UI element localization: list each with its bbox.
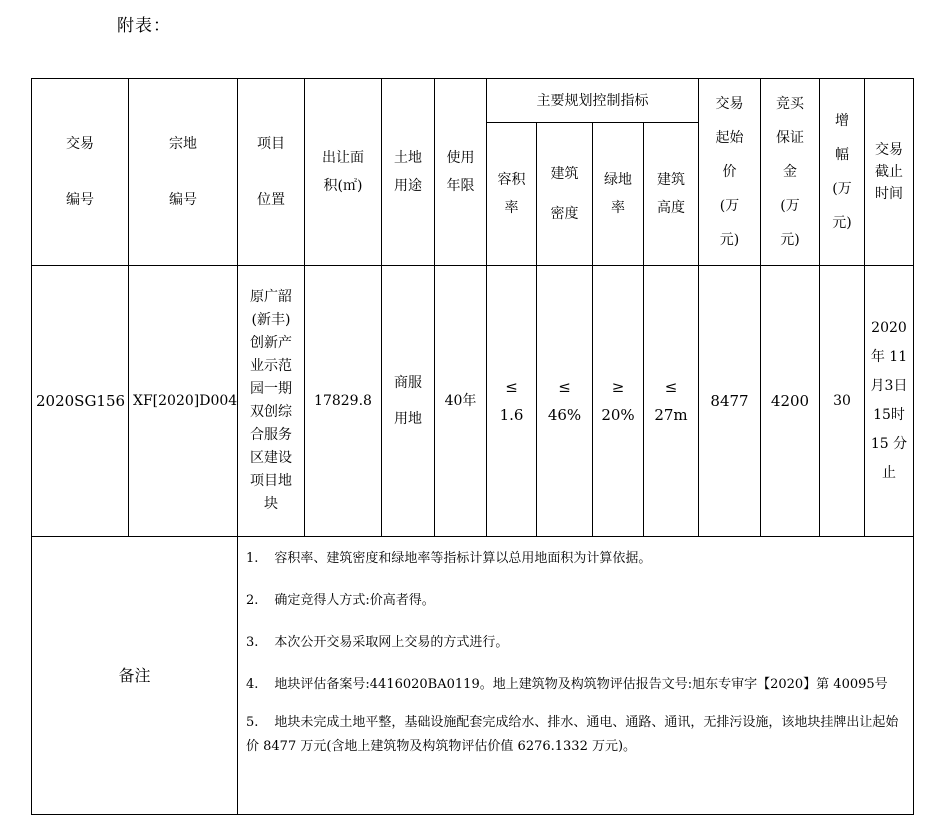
cell-land-use: 商服 用地 [382, 266, 435, 537]
cell-trade-no: 2020SG156 [32, 266, 129, 537]
header-far: 容积 率 [487, 123, 537, 266]
header-trade-no: 交易 编号 [32, 79, 129, 266]
header-planning-group: 主要规划控制指标 [487, 79, 699, 123]
note-item [238, 631, 913, 655]
header-start-price: 交易 起始 价 (万 元) [699, 79, 761, 266]
cell-parcel-no: XF[2020]D004 [129, 266, 238, 537]
header-land-use: 土地 用途 [382, 79, 435, 266]
note-text: 地块未完成土地平整，基础设施配套完成给水、排水、通电、通路、通讯，无排污设施，该地块挂牌出让起始价 8477 万元(含地上建筑物及构筑物评估价值 6276.1332 万元)。 [246, 715, 899, 754]
notes-content [238, 537, 914, 815]
cell-green: ≥ 20% [593, 266, 644, 537]
page-title: 附表： [117, 16, 171, 36]
note-number: 2. [246, 593, 259, 608]
header-height: 建筑 高度 [644, 123, 699, 266]
cell-far: ≤ 1.6 [487, 266, 537, 537]
header-deposit: 竞买 保证 金 (万 元) [761, 79, 820, 266]
header-area: 出让面 积(㎡) [305, 79, 382, 266]
cell-increment: 30 [820, 266, 865, 537]
header-density: 建筑 密度 [537, 123, 593, 266]
header-deadline: 交易 截止 时间 [865, 79, 914, 266]
note-item [238, 711, 913, 759]
cell-start-price: 8477 [699, 266, 761, 537]
note-number: 5. [246, 715, 259, 730]
note-text: 地块评估备案号:4416020BA0119。地上建筑物及构筑物评估报告文号:旭东专审字【2020】第 40095号 [274, 677, 888, 692]
note-number: 3. [246, 635, 259, 650]
header-parcel-no: 宗地 编号 [129, 79, 238, 266]
note-item [238, 547, 913, 571]
header-term: 使用 年限 [435, 79, 487, 266]
land-transaction-table [31, 78, 914, 815]
note-item [238, 589, 913, 613]
cell-density: ≤ 46% [537, 266, 593, 537]
note-item [238, 673, 913, 697]
notes-label: 备注 [32, 537, 238, 815]
cell-location: 原广韶 (新丰) 创新产 业示范 园一期 双创综 合服务 区建设 项目地 块 [238, 266, 305, 537]
header-green: 绿地 率 [593, 123, 644, 266]
notes-list [238, 547, 913, 759]
header-increment: 增 幅 (万 元) [820, 79, 865, 266]
note-text: 确定竞得人方式:价高者得。 [274, 593, 435, 608]
header-location: 项目 位置 [238, 79, 305, 266]
note-number: 1. [246, 551, 259, 566]
note-text: 本次公开交易采取网上交易的方式进行。 [274, 635, 509, 650]
cell-deposit: 4200 [761, 266, 820, 537]
table-row [32, 266, 914, 537]
note-text: 容积率、建筑密度和绿地率等指标计算以总用地面积为计算依据。 [274, 551, 652, 566]
note-number: 4. [246, 677, 259, 692]
cell-deadline: 2020 年 11 月3日 15时 15 分 止 [865, 266, 914, 537]
cell-term: 40年 [435, 266, 487, 537]
cell-height: ≤ 27m [644, 266, 699, 537]
cell-area: 17829.8 [305, 266, 382, 537]
